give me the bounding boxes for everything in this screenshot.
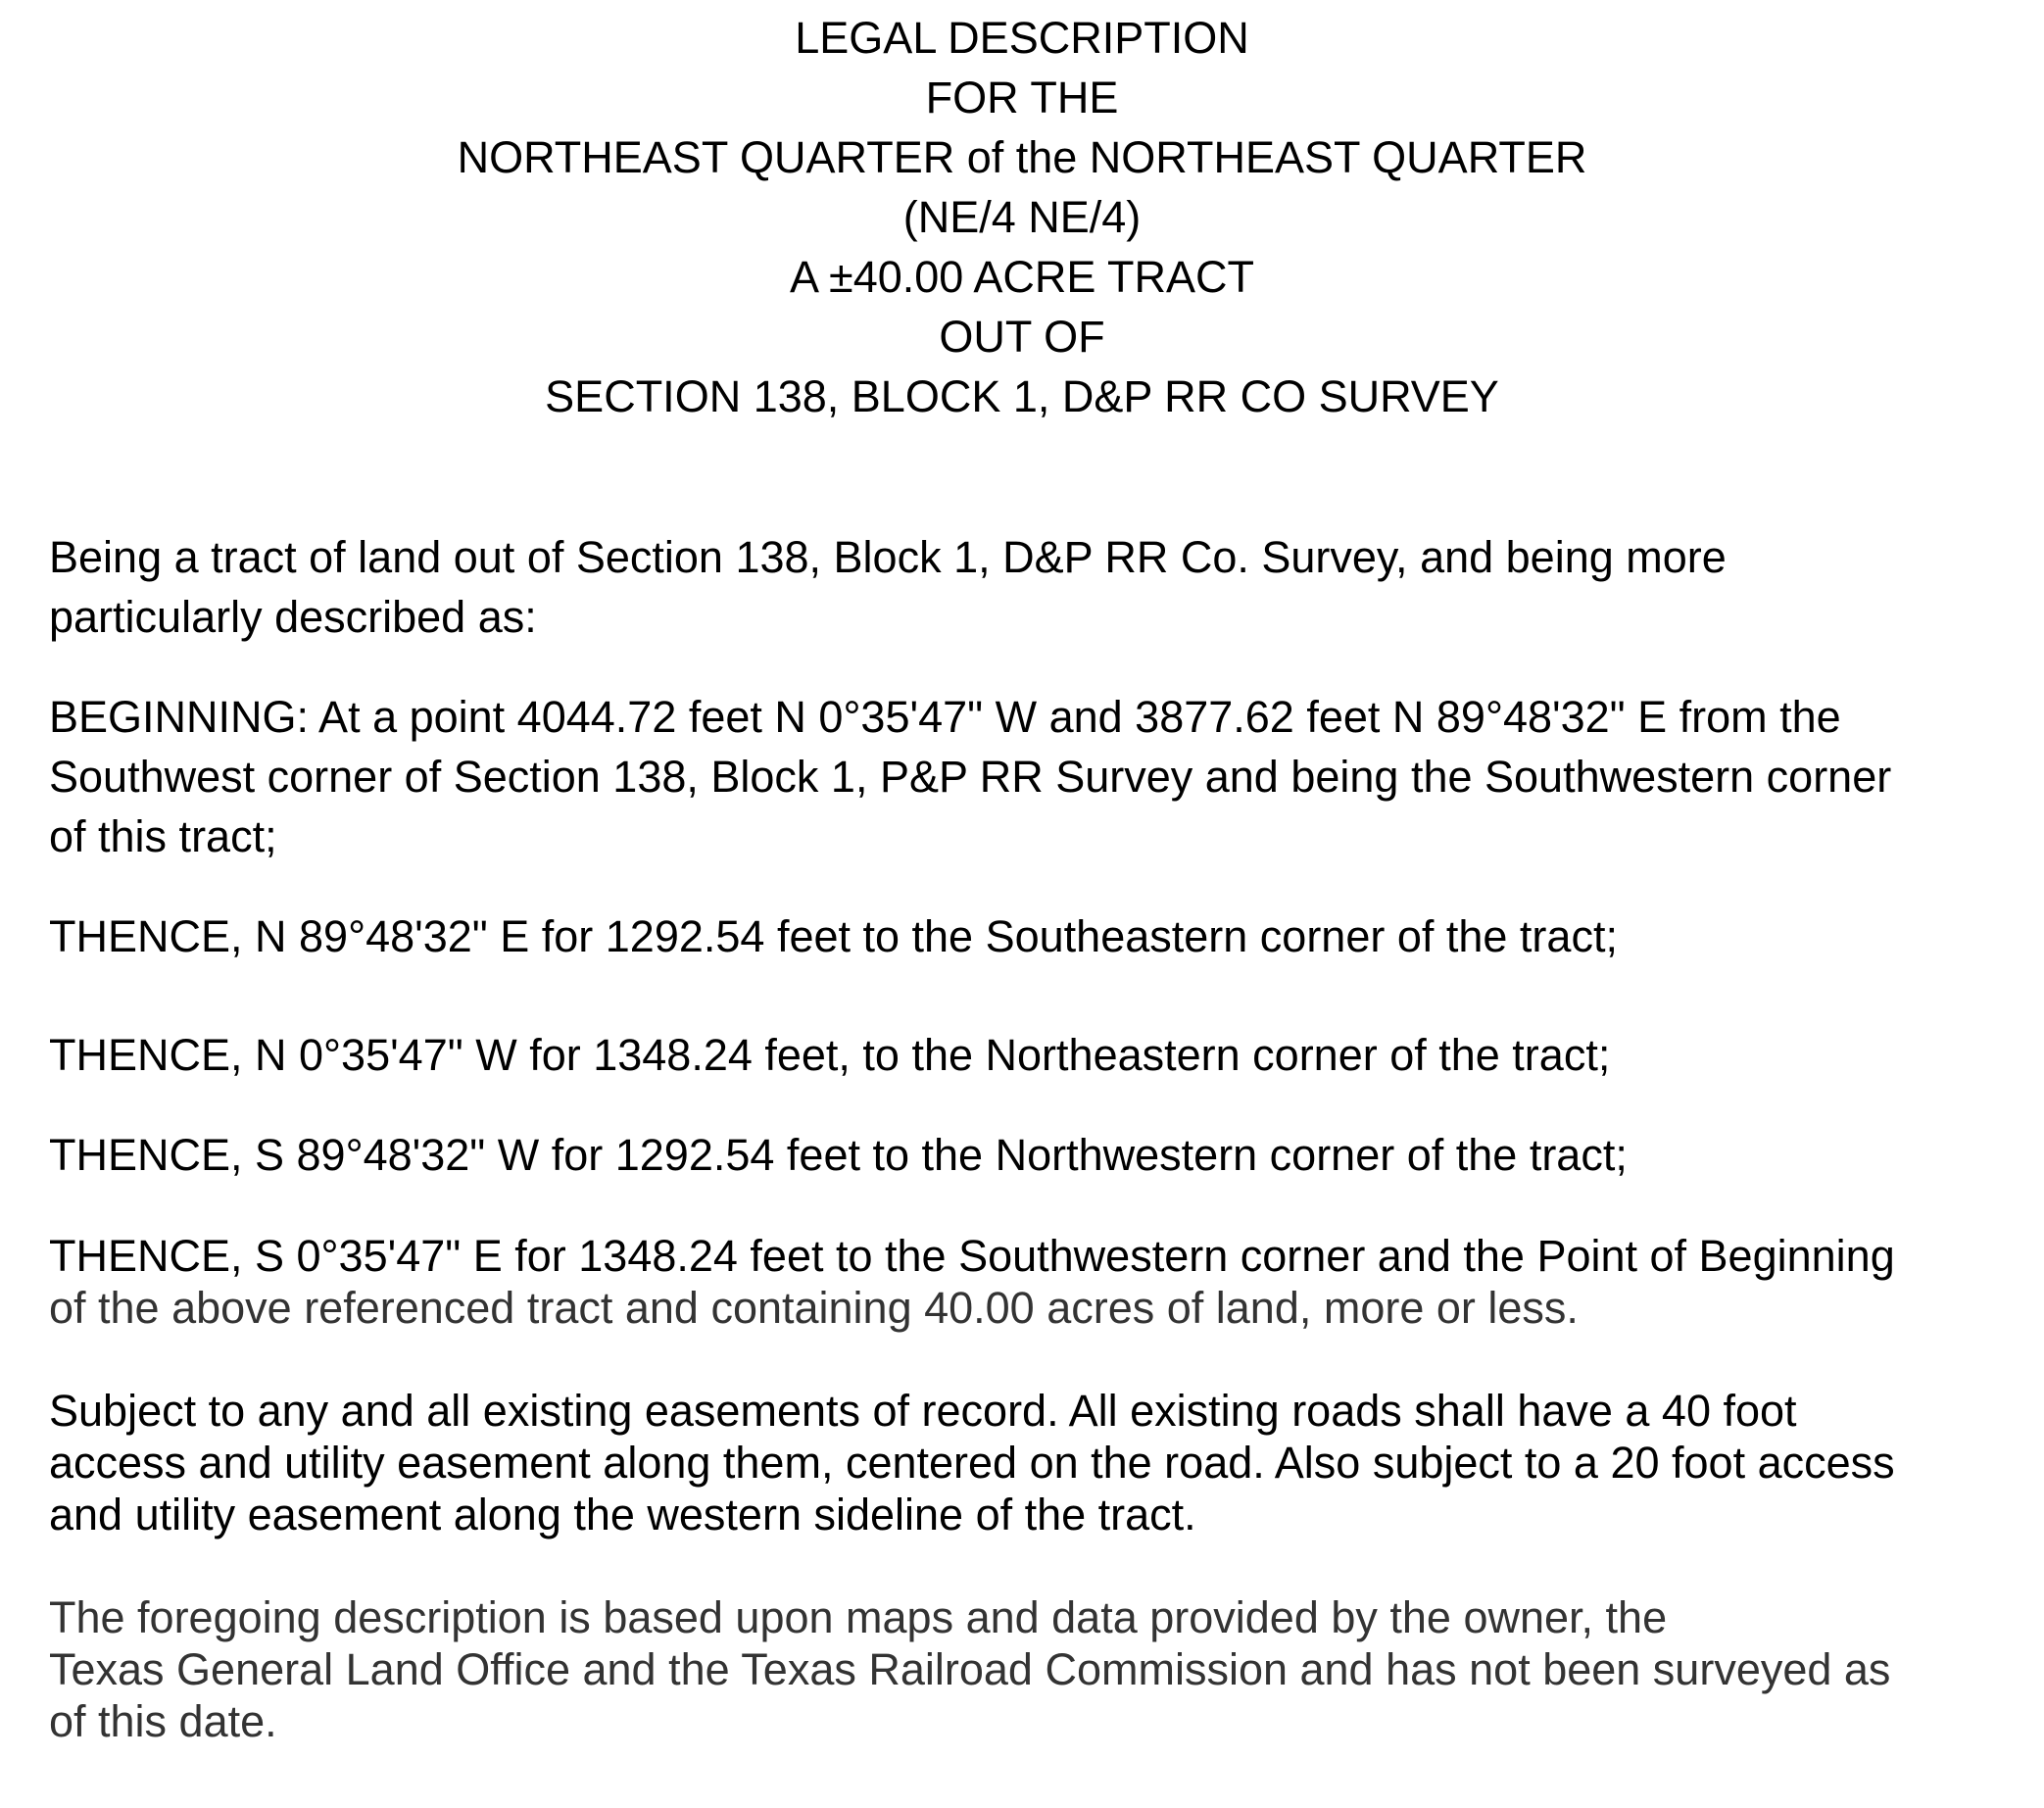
disclaimer-line: The foregoing description is based upon maps and data provided by the owner, the (49, 1592, 1668, 1642)
intro-line: particularly described as: (49, 592, 537, 642)
beginning-line: Southwest corner of Section 138, Block 1, P&P RR Survey and being the Southwestern corner (49, 752, 1892, 802)
beginning-paragraph (49, 687, 2019, 866)
thence-paragraph-4 (49, 1230, 2019, 1334)
heading-title: LEGAL DESCRIPTION (795, 13, 1249, 63)
thence-line: THENCE, S 0°35'47" E for 1348.24 feet to the Southwestern corner and the Point of Beginning (49, 1231, 1895, 1281)
thence-paragraph-3 (49, 1125, 2019, 1185)
heading-line-section: SECTION 138, BLOCK 1, D&P RR CO SURVEY (545, 371, 1499, 421)
easements-line: and utility easement along the western sideline of the tract. (49, 1490, 1196, 1539)
thence-line: THENCE, N 0°35'47" W for 1348.24 feet, to the Northeastern corner of the tract; (49, 1030, 1611, 1080)
thence-line: THENCE, N 89°48'32" E for 1292.54 feet to the Southeastern corner of the tract; (49, 911, 1618, 961)
disclaimer-line: Texas General Land Office and the Texas Railroad Commission and has not been surveyed as (49, 1644, 1891, 1694)
easements-line: Subject to any and all existing easements of record. All existing roads shall have a 40 foot (49, 1386, 1797, 1436)
heading-line-out-of: OUT OF (939, 312, 1105, 362)
thence-line: THENCE, S 89°48'32" W for 1292.54 feet to the Northwestern corner of the tract; (49, 1130, 1628, 1180)
heading-line-acreage: A ±40.00 ACRE TRACT (789, 252, 1255, 302)
heading-line-abbrev: (NE/4 NE/4) (902, 192, 1142, 242)
beginning-line: BEGINNING: At a point 4044.72 feet N 0°35'47" W and 3877.62 feet N 89°48'32" E from the (49, 692, 1841, 742)
heading-line-for-the: FOR THE (925, 73, 1119, 122)
beginning-line: of this tract; (49, 811, 277, 861)
thence-paragraph-2 (49, 1025, 2019, 1085)
heading-line-quarter: NORTHEAST QUARTER of the NORTHEAST QUARTER (457, 132, 1587, 182)
disclaimer-line: of this date. (49, 1696, 277, 1746)
thence-paragraph-1 (49, 906, 2019, 966)
thence-line: of the above referenced tract and containing 40.00 acres of land, more or less. (49, 1283, 1579, 1333)
disclaimer-paragraph (49, 1591, 2019, 1747)
intro-paragraph (49, 527, 2019, 647)
easements-paragraph (49, 1385, 2019, 1540)
easements-line: access and utility easement along them, centered on the road. Also subject to a 20 foot access (49, 1438, 1895, 1488)
intro-line: Being a tract of land out of Section 138, Block 1, D&P RR Co. Survey, and being more (49, 532, 1727, 582)
